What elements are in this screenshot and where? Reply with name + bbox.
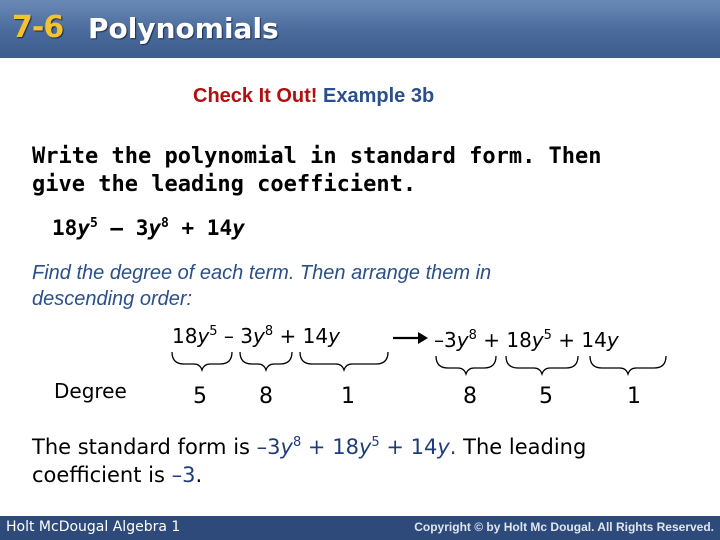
arrow-icon <box>393 332 428 344</box>
footer-bar <box>0 516 720 540</box>
answer-line-2: coefficient is –3. <box>32 463 203 487</box>
brace-original-term-1 <box>172 352 232 370</box>
degree-value: 1 <box>341 384 355 409</box>
footer-book-title: Holt McDougal Algebra 1 <box>6 519 181 535</box>
lesson-number: 7-6 <box>12 10 64 45</box>
brace-arranged-term-3 <box>590 356 666 374</box>
problem-line-2: give the leading coefficient. <box>32 172 417 197</box>
term-braces <box>172 352 666 374</box>
standard-form-expression: $-3y^8 + 18y^5 + 14y$. <box>256 435 457 459</box>
degree-value: 8 <box>463 384 477 409</box>
given-polynomial: $18y^5 - 3y^8 + 14y$ <box>52 216 245 240</box>
brace-original-term-3 <box>300 352 388 370</box>
brace-arranged-term-2 <box>506 356 578 374</box>
problem-line-1: Write the polynomial in standard form. Then <box>32 144 602 169</box>
degree-value: 5 <box>193 384 207 409</box>
brace-original-term-2 <box>240 352 292 370</box>
answer-line-1: The standard form is $-3y^8 + 18y^5 + 14y$. The leading <box>32 435 587 459</box>
answer-text <box>32 433 712 489</box>
brace-arranged-term-1 <box>436 356 496 374</box>
instruction-line-1: Find the degree of each term. Then arrange them in <box>32 262 492 284</box>
example-label: Example 3b <box>323 85 435 107</box>
degree-label: Degree <box>54 379 127 403</box>
instruction-line-2: descending order: <box>32 288 193 310</box>
arranged-expression: $-3y^8 + 18y^5 + 14y$ <box>434 328 619 352</box>
footer-copyright: Copyright © by Holt Mc Dougal. All Rights Reserved. <box>414 520 714 534</box>
leading-coefficient: –3 <box>171 463 196 487</box>
degree-value: 1 <box>627 384 641 409</box>
lesson-title: Polynomials <box>88 12 279 45</box>
check-it-out-label: Check It Out! <box>193 85 318 107</box>
degree-value: 5 <box>539 384 553 409</box>
degree-value: 8 <box>259 384 273 409</box>
original-expression: $18y^5 - 3y^8 + 14y$ <box>172 324 340 348</box>
